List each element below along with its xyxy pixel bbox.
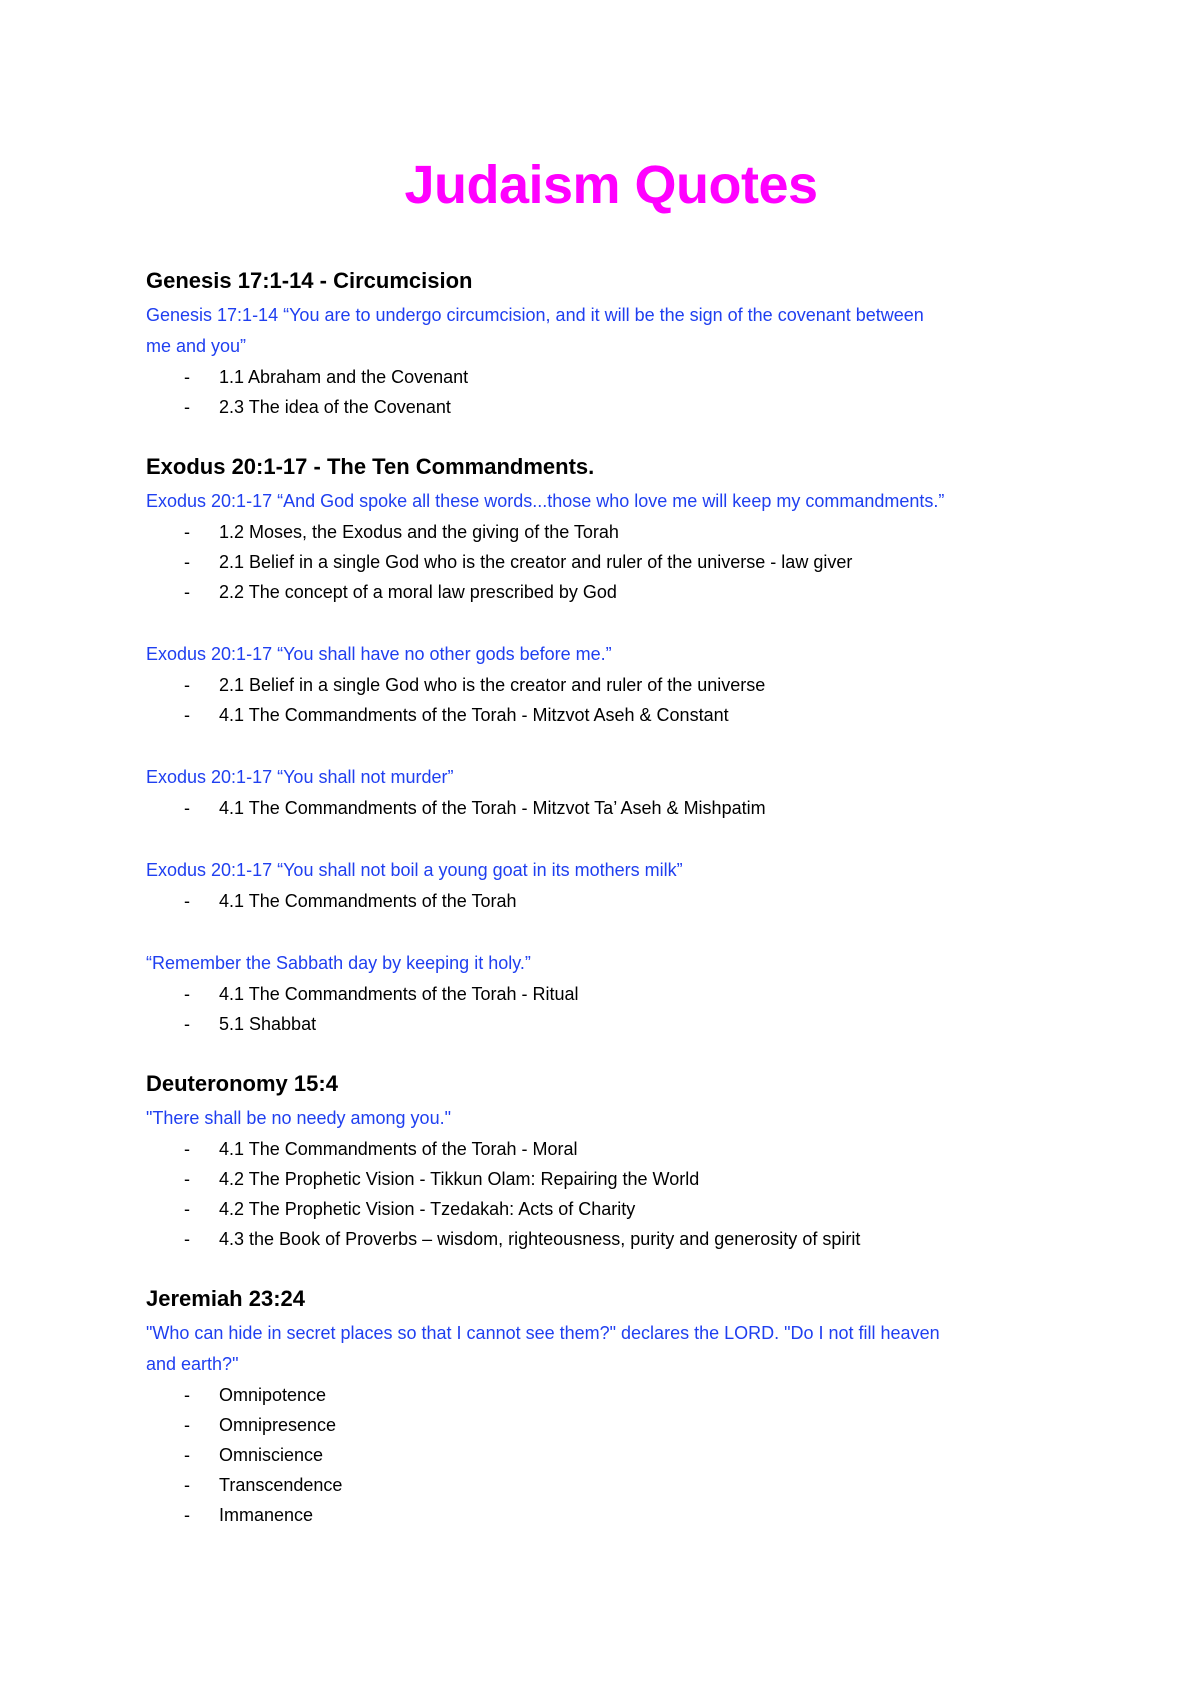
page-title: Judaism Quotes — [404, 155, 818, 215]
bullet-list — [146, 886, 1076, 916]
quote-line: Exodus 20:1-17 “And God spoke all these words...those who love me will keep my commandments.” — [146, 491, 945, 511]
list-item-text: 4.1 The Commandments of the Torah — [219, 891, 517, 911]
list-item — [146, 1194, 1076, 1224]
document-body — [146, 266, 1076, 1530]
list-item — [146, 1224, 1076, 1254]
bullet-dash: - — [184, 1505, 190, 1525]
list-item-text: Omnipotence — [219, 1385, 327, 1405]
spacer — [146, 730, 1076, 762]
list-item-text: 2.1 Belief in a single God who is the creator and ruler of the universe — [219, 675, 766, 695]
spacer — [146, 1254, 1076, 1284]
spacer — [146, 823, 1076, 855]
list-item — [146, 979, 1076, 1009]
spacer — [146, 916, 1076, 948]
list-item — [146, 1009, 1076, 1039]
bullet-dash: - — [184, 1415, 190, 1435]
list-item — [146, 1380, 1076, 1410]
list-item-text: 1.1 Abraham and the Covenant — [219, 367, 469, 387]
bullet-dash: - — [184, 984, 190, 1004]
list-item — [146, 670, 1076, 700]
bullet-dash: - — [184, 1229, 190, 1249]
bullet-dash: - — [184, 1475, 190, 1495]
list-item — [146, 1470, 1076, 1500]
bullet-dash: - — [184, 798, 190, 818]
bullet-list — [146, 362, 1076, 422]
bullet-list — [146, 517, 1076, 607]
bullet-list — [146, 793, 1076, 823]
bullet-list — [146, 979, 1076, 1039]
list-item-text: Transcendence — [219, 1475, 343, 1495]
bullet-dash: - — [184, 1139, 190, 1159]
list-item — [146, 547, 1076, 577]
list-item — [146, 1500, 1076, 1530]
section — [146, 452, 1076, 1039]
list-item — [146, 362, 1076, 392]
list-item-text: 1.2 Moses, the Exodus and the giving of the Torah — [219, 522, 619, 542]
list-item-text: 4.1 The Commandments of the Torah - Mitzvot Aseh & Constant — [219, 705, 729, 725]
bullet-dash: - — [184, 367, 190, 387]
quote-line: Genesis 17:1-14 “You are to undergo circumcision, and it will be the sign of the covenant between — [146, 305, 924, 325]
quote-block — [146, 855, 1076, 916]
list-item-text: Omniscience — [219, 1445, 324, 1465]
section — [146, 266, 1076, 422]
list-item-text: Immanence — [219, 1505, 314, 1525]
quote-block — [146, 948, 1076, 1039]
quote-line: me and you” — [146, 336, 247, 356]
list-item — [146, 1164, 1076, 1194]
quote-block — [146, 1318, 1076, 1530]
section-heading: Exodus 20:1-17 - The Ten Commandments. — [146, 454, 595, 479]
bullet-dash: - — [184, 552, 190, 572]
section-heading: Deuteronomy 15:4 — [146, 1071, 338, 1096]
bullet-list — [146, 1134, 1076, 1254]
list-item — [146, 886, 1076, 916]
bullet-dash: - — [184, 675, 190, 695]
document-page — [146, 150, 1076, 1530]
quote-line: Exodus 20:1-17 “You shall not murder” — [146, 767, 454, 787]
list-item — [146, 392, 1076, 422]
bullet-dash: - — [184, 705, 190, 725]
list-item-text: 2.3 The idea of the Covenant — [219, 397, 451, 417]
bullet-dash: - — [184, 1014, 190, 1034]
spacer — [146, 607, 1076, 639]
bullet-dash: - — [184, 891, 190, 911]
quote-block — [146, 762, 1076, 823]
quote-block — [146, 300, 1076, 422]
section-heading: Genesis 17:1-14 - Circumcision — [146, 268, 473, 293]
bullet-dash: - — [184, 522, 190, 542]
quote-line: "There shall be no needy among you." — [146, 1108, 451, 1128]
list-item — [146, 700, 1076, 730]
list-item — [146, 517, 1076, 547]
list-item-text: 4.3 the Book of Proverbs – wisdom, righteousness, purity and generosity of spirit — [219, 1229, 861, 1249]
list-item — [146, 1410, 1076, 1440]
quote-block — [146, 486, 1076, 607]
quote-line: Exodus 20:1-17 “You shall have no other gods before me.” — [146, 644, 612, 664]
quote-line: "Who can hide in secret places so that I cannot see them?" declares the LORD. "Do I not fill heaven — [146, 1323, 940, 1343]
quote-line: and earth?" — [146, 1354, 239, 1374]
list-item — [146, 793, 1076, 823]
list-item-text: 2.1 Belief in a single God who is the creator and ruler of the universe - law giver — [219, 552, 853, 572]
bullet-dash: - — [184, 1445, 190, 1465]
list-item — [146, 577, 1076, 607]
quote-block — [146, 639, 1076, 730]
section — [146, 1069, 1076, 1254]
list-item-text: 4.2 The Prophetic Vision - Tzedakah: Acts of Charity — [219, 1199, 636, 1219]
list-item — [146, 1134, 1076, 1164]
list-item-text: Omnipresence — [219, 1415, 337, 1435]
bullet-dash: - — [184, 397, 190, 417]
spacer — [146, 1039, 1076, 1069]
quote-line: Exodus 20:1-17 “You shall not boil a young goat in its mothers milk” — [146, 860, 683, 880]
list-item-text: 4.1 The Commandments of the Torah - Mitzvot Ta’ Aseh & Mishpatim — [219, 798, 766, 818]
list-item-text: 4.2 The Prophetic Vision - Tikkun Olam: Repairing the World — [219, 1169, 700, 1189]
bullet-dash: - — [184, 582, 190, 602]
bullet-dash: - — [184, 1169, 190, 1189]
list-item-text: 4.1 The Commandments of the Torah - Moral — [219, 1139, 578, 1159]
section-heading: Jeremiah 23:24 — [146, 1286, 305, 1311]
section — [146, 1284, 1076, 1530]
quote-line: “Remember the Sabbath day by keeping it holy.” — [146, 953, 531, 973]
bullet-list — [146, 1380, 1076, 1530]
list-item-text: 2.2 The concept of a moral law prescribed by God — [219, 582, 617, 602]
bullet-dash: - — [184, 1385, 190, 1405]
list-item-text: 4.1 The Commandments of the Torah - Ritual — [219, 984, 579, 1004]
spacer — [146, 422, 1076, 452]
list-item — [146, 1440, 1076, 1470]
bullet-dash: - — [184, 1199, 190, 1219]
quote-block — [146, 1103, 1076, 1254]
list-item-text: 5.1 Shabbat — [219, 1014, 317, 1034]
bullet-list — [146, 670, 1076, 730]
